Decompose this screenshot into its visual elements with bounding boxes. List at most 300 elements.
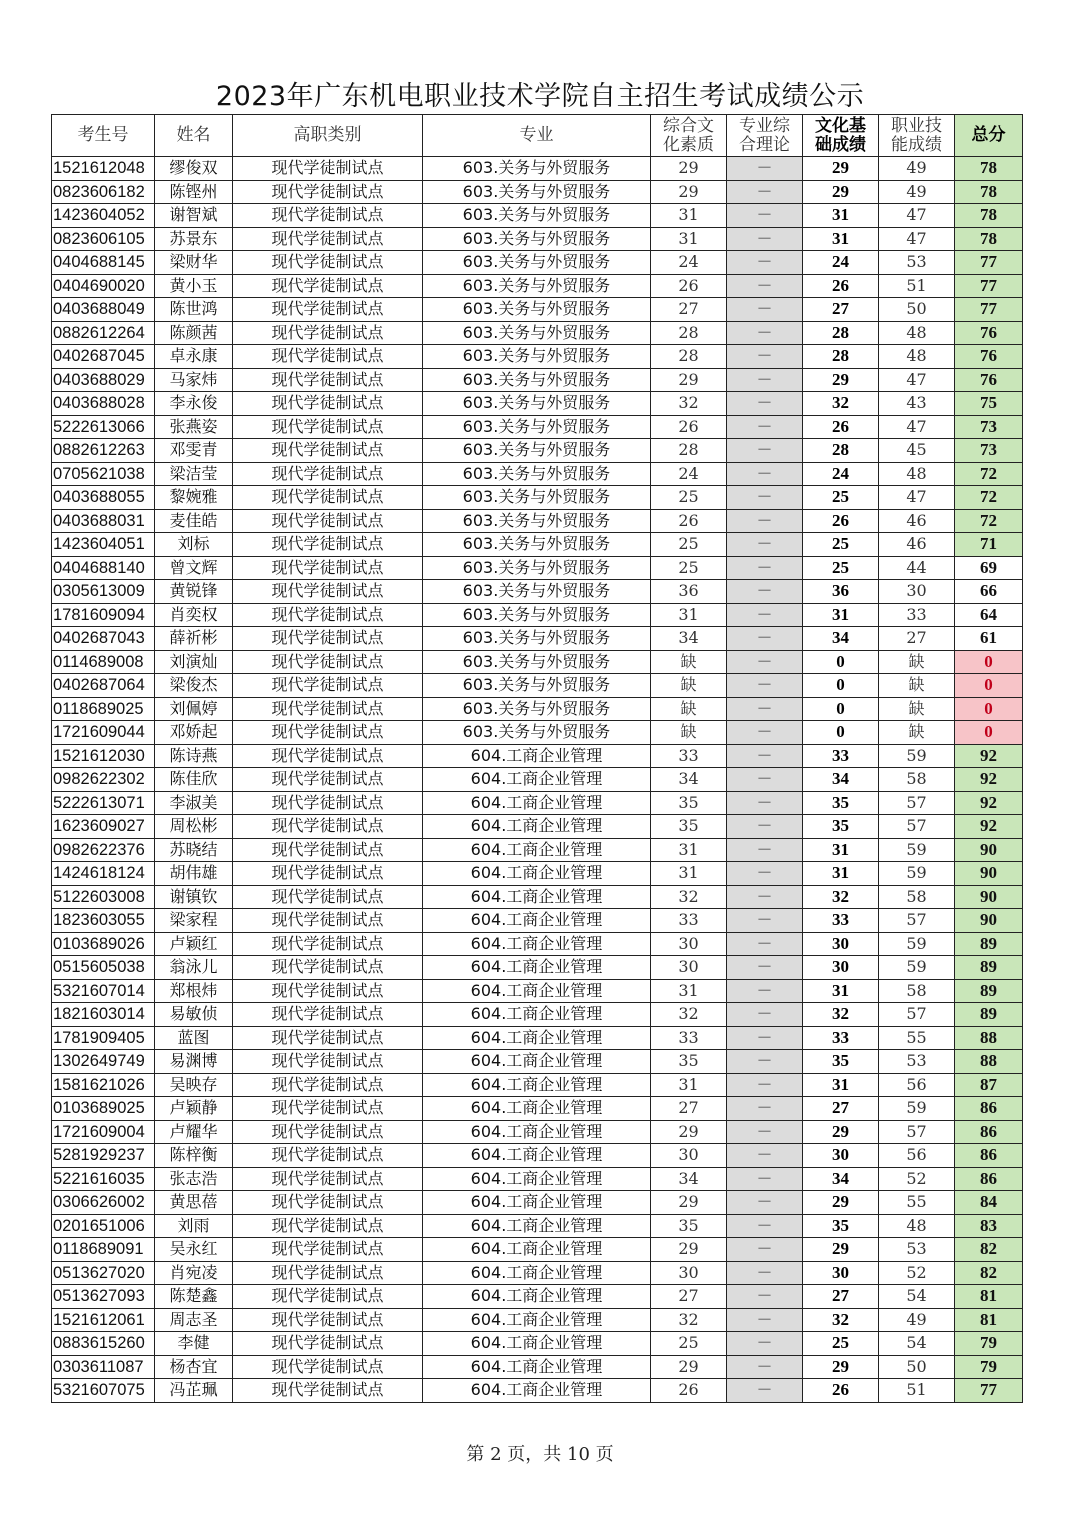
cell-comp-culture: 29: [651, 1120, 727, 1144]
cell-major: 604.工商企业管理: [423, 862, 651, 886]
cell-culture-base: 30: [803, 956, 879, 980]
cell-name: 周松彬: [155, 815, 233, 839]
cell-category: 现代学徒制试点: [233, 227, 423, 251]
cell-major: 604.工商企业管理: [423, 768, 651, 792]
cell-category: 现代学徒制试点: [233, 1120, 423, 1144]
cell-skill: 47: [879, 486, 955, 510]
cell-id: 1781909405: [52, 1026, 155, 1050]
cell-id: 0403688055: [52, 486, 155, 510]
cell-name: 蓝图: [155, 1026, 233, 1050]
cell-name: 黄锐锋: [155, 580, 233, 604]
page-footer: 第 2 页，共 10 页: [466, 1444, 614, 1465]
cell-category: 现代学徒制试点: [233, 204, 423, 228]
cell-name: 卢耀华: [155, 1120, 233, 1144]
table-row: [52, 1238, 1023, 1262]
cell-skill: 58: [879, 768, 955, 792]
cell-category: 现代学徒制试点: [233, 274, 423, 298]
cell-culture-base: 27: [803, 1285, 879, 1309]
header-id: 考生号: [52, 115, 155, 157]
cell-category: 现代学徒制试点: [233, 1238, 423, 1262]
cell-name: 陈铿州: [155, 180, 233, 204]
cell-total: 76: [955, 368, 1023, 392]
cell-skill: 48: [879, 345, 955, 369]
cell-comp-culture: 35: [651, 815, 727, 839]
cell-name: 薛祈彬: [155, 627, 233, 651]
cell-prof-theory: －: [727, 603, 803, 627]
cell-category: 现代学徒制试点: [233, 1050, 423, 1074]
cell-comp-culture: 30: [651, 1261, 727, 1285]
cell-id: 1821603014: [52, 1003, 155, 1027]
cell-comp-culture: 缺: [651, 650, 727, 674]
cell-skill: 56: [879, 1073, 955, 1097]
cell-comp-culture: 31: [651, 204, 727, 228]
cell-name: 肖宛凌: [155, 1261, 233, 1285]
cell-id: 0513627020: [52, 1261, 155, 1285]
cell-prof-theory: －: [727, 791, 803, 815]
cell-prof-theory: －: [727, 180, 803, 204]
cell-skill: 45: [879, 439, 955, 463]
cell-id: 1721609044: [52, 721, 155, 745]
table-row: [52, 674, 1023, 698]
cell-name: 易渊博: [155, 1050, 233, 1074]
cell-name: 易敏侦: [155, 1003, 233, 1027]
cell-total: 0: [955, 697, 1023, 721]
cell-id: 0403688028: [52, 392, 155, 416]
header-major: 专业: [423, 115, 651, 157]
cell-id: 1521612061: [52, 1308, 155, 1332]
cell-culture-base: 34: [803, 627, 879, 651]
cell-total: 89: [955, 979, 1023, 1003]
cell-skill: 49: [879, 180, 955, 204]
cell-comp-culture: 31: [651, 603, 727, 627]
cell-major: 603.关务与外贸服务: [423, 368, 651, 392]
cell-skill: 缺: [879, 650, 955, 674]
cell-total: 71: [955, 533, 1023, 557]
cell-skill: 57: [879, 909, 955, 933]
cell-total: 90: [955, 838, 1023, 862]
cell-id: 0303611087: [52, 1355, 155, 1379]
cell-id: 0402687043: [52, 627, 155, 651]
cell-category: 现代学徒制试点: [233, 1191, 423, 1215]
cell-comp-culture: 28: [651, 321, 727, 345]
cell-category: 现代学徒制试点: [233, 1073, 423, 1097]
cell-comp-culture: 35: [651, 1050, 727, 1074]
table-row: [52, 251, 1023, 275]
cell-name: 卢颖静: [155, 1097, 233, 1121]
cell-category: 现代学徒制试点: [233, 345, 423, 369]
cell-total: 77: [955, 298, 1023, 322]
cell-major: 604.工商企业管理: [423, 791, 651, 815]
cell-major: 604.工商企业管理: [423, 1144, 651, 1168]
cell-total: 87: [955, 1073, 1023, 1097]
cell-skill: 47: [879, 415, 955, 439]
cell-total: 89: [955, 956, 1023, 980]
cell-id: 0515605038: [52, 956, 155, 980]
cell-name: 胡伟雄: [155, 862, 233, 886]
cell-total: 79: [955, 1355, 1023, 1379]
cell-comp-culture: 29: [651, 1191, 727, 1215]
table-row: [52, 744, 1023, 768]
cell-skill: 缺: [879, 674, 955, 698]
cell-category: 现代学徒制试点: [233, 1308, 423, 1332]
cell-prof-theory: －: [727, 1332, 803, 1356]
cell-major: 603.关务与外贸服务: [423, 180, 651, 204]
cell-id: 0402687064: [52, 674, 155, 698]
cell-major: 604.工商企业管理: [423, 956, 651, 980]
cell-name: 陈佳欣: [155, 768, 233, 792]
cell-culture-base: 31: [803, 603, 879, 627]
cell-name: 苏景东: [155, 227, 233, 251]
table-row: [52, 1308, 1023, 1332]
table-row: [52, 298, 1023, 322]
table-row: [52, 650, 1023, 674]
cell-id: 1302649749: [52, 1050, 155, 1074]
cell-culture-base: 26: [803, 1379, 879, 1403]
cell-id: 5122603008: [52, 885, 155, 909]
cell-total: 86: [955, 1120, 1023, 1144]
cell-comp-culture: 36: [651, 580, 727, 604]
cell-skill: 50: [879, 298, 955, 322]
cell-culture-base: 32: [803, 1003, 879, 1027]
cell-id: 1823603055: [52, 909, 155, 933]
cell-major: 604.工商企业管理: [423, 1097, 651, 1121]
cell-prof-theory: －: [727, 204, 803, 228]
cell-culture-base: 35: [803, 791, 879, 815]
cell-prof-theory: －: [727, 157, 803, 181]
cell-id: 0404688145: [52, 251, 155, 275]
cell-category: 现代学徒制试点: [233, 392, 423, 416]
cell-prof-theory: －: [727, 838, 803, 862]
header-name: 姓名: [155, 115, 233, 157]
cell-category: 现代学徒制试点: [233, 533, 423, 557]
cell-culture-base: 0: [803, 697, 879, 721]
score-table: [51, 114, 1023, 1403]
cell-skill: 52: [879, 1167, 955, 1191]
cell-prof-theory: －: [727, 368, 803, 392]
cell-major: 603.关务与外贸服务: [423, 462, 651, 486]
cell-total: 92: [955, 768, 1023, 792]
cell-major: 603.关务与外贸服务: [423, 650, 651, 674]
cell-name: 肖奕权: [155, 603, 233, 627]
cell-prof-theory: －: [727, 909, 803, 933]
cell-category: 现代学徒制试点: [233, 791, 423, 815]
cell-category: 现代学徒制试点: [233, 650, 423, 674]
table-row: [52, 885, 1023, 909]
cell-name: 刘演灿: [155, 650, 233, 674]
cell-name: 苏晓结: [155, 838, 233, 862]
cell-culture-base: 30: [803, 1261, 879, 1285]
cell-category: 现代学徒制试点: [233, 180, 423, 204]
cell-skill: 30: [879, 580, 955, 604]
cell-culture-base: 35: [803, 1050, 879, 1074]
cell-total: 73: [955, 439, 1023, 463]
cell-category: 现代学徒制试点: [233, 1144, 423, 1168]
cell-major: 604.工商企业管理: [423, 1355, 651, 1379]
cell-comp-culture: 25: [651, 556, 727, 580]
cell-culture-base: 33: [803, 744, 879, 768]
cell-id: 0403688031: [52, 509, 155, 533]
cell-prof-theory: －: [727, 580, 803, 604]
cell-prof-theory: －: [727, 1050, 803, 1074]
cell-major: 603.关务与外贸服务: [423, 204, 651, 228]
cell-major: 604.工商企业管理: [423, 979, 651, 1003]
cell-culture-base: 24: [803, 462, 879, 486]
cell-total: 66: [955, 580, 1023, 604]
cell-category: 现代学徒制试点: [233, 1026, 423, 1050]
cell-culture-base: 27: [803, 298, 879, 322]
cell-comp-culture: 32: [651, 392, 727, 416]
cell-culture-base: 29: [803, 1191, 879, 1215]
cell-skill: 44: [879, 556, 955, 580]
cell-id: 0118689025: [52, 697, 155, 721]
cell-culture-base: 31: [803, 1073, 879, 1097]
cell-culture-base: 29: [803, 180, 879, 204]
cell-comp-culture: 27: [651, 1285, 727, 1309]
cell-total: 81: [955, 1308, 1023, 1332]
cell-culture-base: 31: [803, 227, 879, 251]
cell-category: 现代学徒制试点: [233, 509, 423, 533]
cell-comp-culture: 33: [651, 744, 727, 768]
cell-comp-culture: 29: [651, 1355, 727, 1379]
cell-comp-culture: 26: [651, 1379, 727, 1403]
cell-major: 604.工商企业管理: [423, 1261, 651, 1285]
cell-comp-culture: 25: [651, 533, 727, 557]
cell-prof-theory: －: [727, 674, 803, 698]
cell-comp-culture: 31: [651, 1073, 727, 1097]
table-row: [52, 791, 1023, 815]
table-row: [52, 204, 1023, 228]
cell-category: 现代学徒制试点: [233, 556, 423, 580]
cell-major: 604.工商企业管理: [423, 1214, 651, 1238]
cell-category: 现代学徒制试点: [233, 1003, 423, 1027]
cell-total: 84: [955, 1191, 1023, 1215]
cell-culture-base: 29: [803, 157, 879, 181]
cell-major: 603.关务与外贸服务: [423, 274, 651, 298]
cell-category: 现代学徒制试点: [233, 251, 423, 275]
cell-category: 现代学徒制试点: [233, 486, 423, 510]
cell-skill: 53: [879, 251, 955, 275]
cell-skill: 57: [879, 791, 955, 815]
cell-prof-theory: －: [727, 1191, 803, 1215]
cell-prof-theory: －: [727, 1167, 803, 1191]
cell-category: 现代学徒制试点: [233, 1097, 423, 1121]
table-row: [52, 462, 1023, 486]
cell-id: 0402687045: [52, 345, 155, 369]
cell-comp-culture: 31: [651, 227, 727, 251]
cell-name: 郑根炜: [155, 979, 233, 1003]
cell-id: 1423604051: [52, 533, 155, 557]
table-row: [52, 274, 1023, 298]
cell-culture-base: 26: [803, 274, 879, 298]
cell-total: 76: [955, 321, 1023, 345]
table-row: [52, 627, 1023, 651]
cell-total: 72: [955, 509, 1023, 533]
cell-category: 现代学徒制试点: [233, 932, 423, 956]
cell-major: 603.关务与外贸服务: [423, 251, 651, 275]
cell-comp-culture: 24: [651, 251, 727, 275]
cell-name: 陈梓衡: [155, 1144, 233, 1168]
cell-skill: 48: [879, 462, 955, 486]
cell-comp-culture: 26: [651, 274, 727, 298]
cell-name: 卓永康: [155, 345, 233, 369]
table-row: [52, 321, 1023, 345]
cell-culture-base: 34: [803, 1167, 879, 1191]
cell-name: 刘雨: [155, 1214, 233, 1238]
cell-culture-base: 0: [803, 721, 879, 745]
table-row: [52, 721, 1023, 745]
cell-prof-theory: －: [727, 1214, 803, 1238]
cell-total: 78: [955, 227, 1023, 251]
table-row: [52, 392, 1023, 416]
cell-category: 现代学徒制试点: [233, 674, 423, 698]
cell-total: 78: [955, 157, 1023, 181]
cell-category: 现代学徒制试点: [233, 862, 423, 886]
cell-total: 89: [955, 1003, 1023, 1027]
cell-skill: 53: [879, 1050, 955, 1074]
table-row: [52, 345, 1023, 369]
cell-prof-theory: －: [727, 1026, 803, 1050]
cell-category: 现代学徒制试点: [233, 157, 423, 181]
cell-id: 0982622376: [52, 838, 155, 862]
cell-total: 81: [955, 1285, 1023, 1309]
cell-skill: 48: [879, 321, 955, 345]
table-row: [52, 909, 1023, 933]
cell-skill: 54: [879, 1332, 955, 1356]
cell-name: 李淑美: [155, 791, 233, 815]
cell-prof-theory: －: [727, 956, 803, 980]
cell-total: 75: [955, 392, 1023, 416]
header-prof-theory: 专业综 合理论: [727, 115, 803, 157]
cell-id: 5321607014: [52, 979, 155, 1003]
cell-skill: 48: [879, 1214, 955, 1238]
cell-name: 谢智斌: [155, 204, 233, 228]
cell-name: 杨杏宜: [155, 1355, 233, 1379]
cell-prof-theory: －: [727, 1120, 803, 1144]
cell-skill: 54: [879, 1285, 955, 1309]
cell-culture-base: 24: [803, 251, 879, 275]
cell-major: 603.关务与外贸服务: [423, 321, 651, 345]
cell-major: 603.关务与外贸服务: [423, 674, 651, 698]
cell-total: 78: [955, 204, 1023, 228]
table-row: [52, 1167, 1023, 1191]
cell-prof-theory: －: [727, 392, 803, 416]
header-total: 总分: [955, 115, 1023, 157]
table-row: [52, 368, 1023, 392]
cell-category: 现代学徒制试点: [233, 627, 423, 651]
cell-total: 88: [955, 1026, 1023, 1050]
cell-prof-theory: －: [727, 251, 803, 275]
cell-comp-culture: 27: [651, 1097, 727, 1121]
cell-culture-base: 30: [803, 932, 879, 956]
cell-name: 张燕姿: [155, 415, 233, 439]
cell-skill: 27: [879, 627, 955, 651]
cell-skill: 59: [879, 744, 955, 768]
cell-culture-base: 32: [803, 392, 879, 416]
cell-major: 603.关务与外贸服务: [423, 415, 651, 439]
cell-category: 现代学徒制试点: [233, 979, 423, 1003]
cell-category: 现代学徒制试点: [233, 697, 423, 721]
cell-culture-base: 34: [803, 768, 879, 792]
table-row: [52, 486, 1023, 510]
cell-prof-theory: －: [727, 462, 803, 486]
cell-id: 1721609004: [52, 1120, 155, 1144]
cell-id: 1521612030: [52, 744, 155, 768]
cell-category: 现代学徒制试点: [233, 462, 423, 486]
cell-name: 梁洁莹: [155, 462, 233, 486]
cell-comp-culture: 29: [651, 1238, 727, 1262]
cell-comp-culture: 27: [651, 298, 727, 322]
cell-category: 现代学徒制试点: [233, 580, 423, 604]
cell-prof-theory: －: [727, 627, 803, 651]
cell-skill: 47: [879, 368, 955, 392]
cell-major: 603.关务与外贸服务: [423, 157, 651, 181]
cell-comp-culture: 29: [651, 157, 727, 181]
cell-skill: 59: [879, 956, 955, 980]
cell-total: 76: [955, 345, 1023, 369]
cell-total: 79: [955, 1332, 1023, 1356]
cell-culture-base: 35: [803, 1214, 879, 1238]
cell-prof-theory: －: [727, 1144, 803, 1168]
cell-total: 77: [955, 251, 1023, 275]
table-row: [52, 1355, 1023, 1379]
table-row: [52, 697, 1023, 721]
cell-major: 604.工商企业管理: [423, 1050, 651, 1074]
cell-name: 张志浩: [155, 1167, 233, 1191]
cell-skill: 46: [879, 509, 955, 533]
cell-name: 吴映存: [155, 1073, 233, 1097]
cell-culture-base: 32: [803, 885, 879, 909]
cell-skill: 47: [879, 227, 955, 251]
cell-culture-base: 33: [803, 1026, 879, 1050]
table-row: [52, 1073, 1023, 1097]
cell-name: 刘佩婷: [155, 697, 233, 721]
cell-major: 604.工商企业管理: [423, 1308, 651, 1332]
cell-comp-culture: 34: [651, 768, 727, 792]
cell-total: 88: [955, 1050, 1023, 1074]
cell-id: 0982622302: [52, 768, 155, 792]
cell-culture-base: 29: [803, 1355, 879, 1379]
cell-major: 604.工商企业管理: [423, 1238, 651, 1262]
cell-name: 梁家程: [155, 909, 233, 933]
cell-major: 603.关务与外贸服务: [423, 486, 651, 510]
cell-skill: 59: [879, 932, 955, 956]
cell-name: 邓雯青: [155, 439, 233, 463]
table-row: [52, 1261, 1023, 1285]
cell-comp-culture: 28: [651, 439, 727, 463]
cell-id: 0306626002: [52, 1191, 155, 1215]
cell-culture-base: 31: [803, 838, 879, 862]
cell-total: 82: [955, 1238, 1023, 1262]
table-row: [52, 1026, 1023, 1050]
cell-prof-theory: －: [727, 298, 803, 322]
cell-comp-culture: 31: [651, 838, 727, 862]
cell-skill: 55: [879, 1026, 955, 1050]
header-comp-culture: 综合文 化素质: [651, 115, 727, 157]
cell-culture-base: 25: [803, 556, 879, 580]
cell-prof-theory: －: [727, 1379, 803, 1403]
cell-id: 0403688029: [52, 368, 155, 392]
cell-culture-base: 26: [803, 509, 879, 533]
cell-name: 麦佳皓: [155, 509, 233, 533]
header-row: [52, 115, 1023, 157]
cell-culture-base: 26: [803, 415, 879, 439]
cell-name: 缪俊双: [155, 157, 233, 181]
cell-name: 陈诗燕: [155, 744, 233, 768]
cell-id: 5221616035: [52, 1167, 155, 1191]
cell-name: 卢颖红: [155, 932, 233, 956]
cell-prof-theory: －: [727, 1285, 803, 1309]
cell-prof-theory: －: [727, 533, 803, 557]
